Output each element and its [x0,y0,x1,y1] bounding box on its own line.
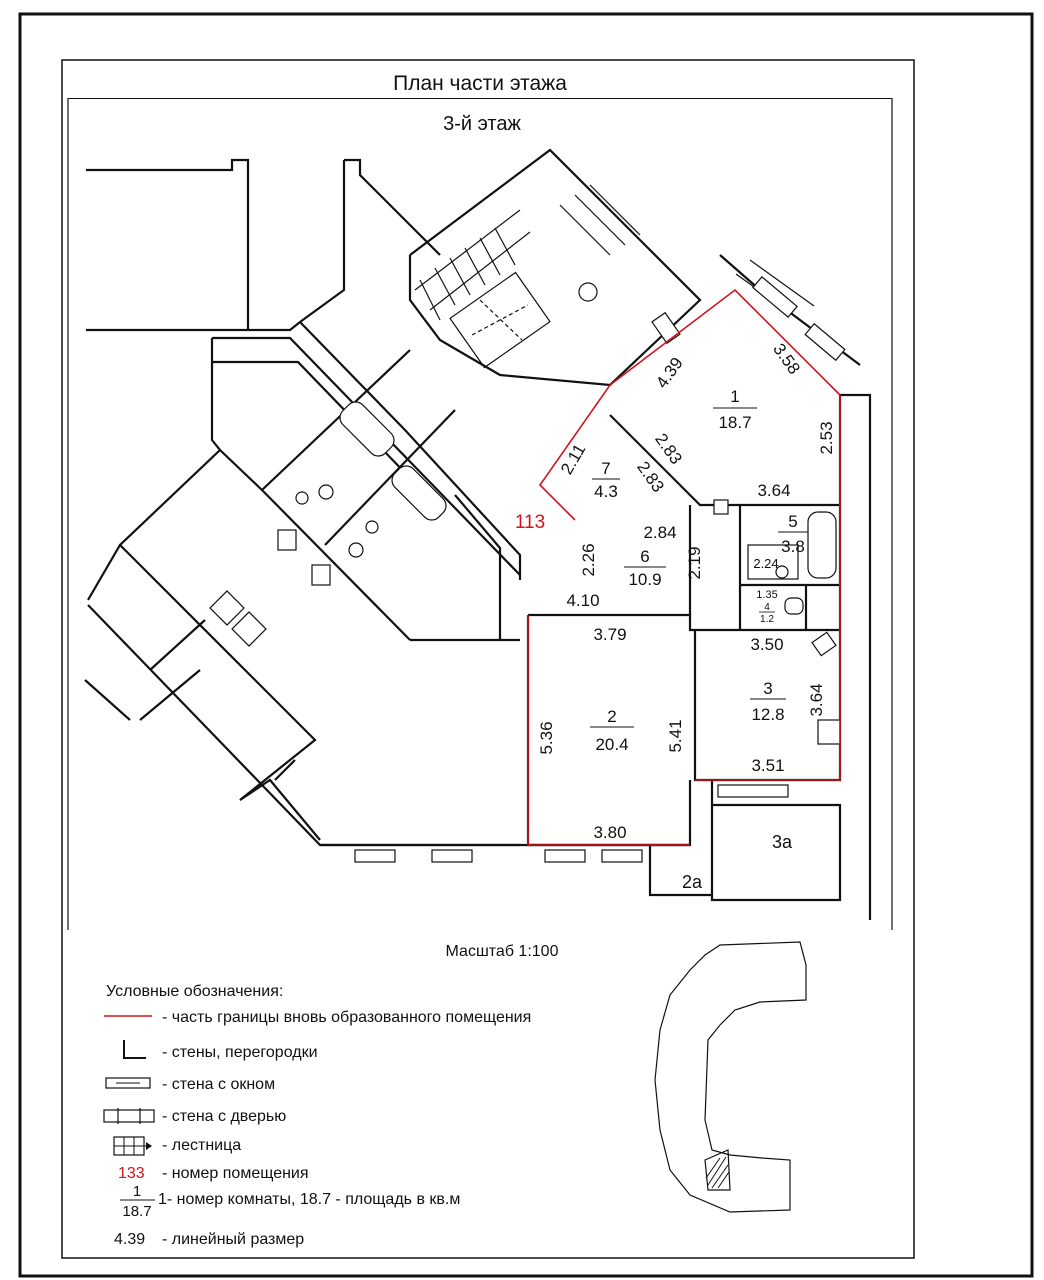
room-2-label [590,707,634,754]
key-plan [655,942,806,1212]
legend-text: - номер помещения [162,1165,309,1182]
room-number: 4 [764,602,770,613]
legend-symbol-stairs [114,1137,152,1155]
room-area: 12.8 [751,705,785,724]
dim: 5.36 [537,721,556,755]
legend-text: - часть границы вновь образованного помещения [162,1009,532,1026]
room-area: 1.2 [760,614,774,625]
dim: 3.79 [593,625,627,644]
legend-sample-dimension: 4.39 [114,1231,146,1248]
legend-text: - линейный размер [162,1231,305,1248]
dim: 2.26 [579,543,598,577]
room-area: 18.7 [718,413,752,432]
legend-text: 1- номер комнаты, 18.7 - площадь в кв.м [158,1191,461,1208]
legend-text: - стена с окном [162,1076,276,1093]
dim: 4.39 [652,353,687,392]
legend-sample-fraction [120,1183,155,1220]
dim: 2.83 [651,429,686,468]
floor-label: 3-й этаж [443,113,521,135]
room-number: 1 [730,387,740,406]
legend-text: - стена с дверью [162,1108,287,1125]
room-number: 6 [640,547,650,566]
room-4-label [759,602,775,625]
dimension-labels [537,340,836,842]
svg-text:18.7: 18.7 [122,1203,152,1220]
dim: 3.64 [757,481,791,500]
legend-text: - стены, перегородки [162,1044,318,1061]
dim: 2.11 [557,440,590,478]
svg-text:1: 1 [132,1183,142,1200]
room-area: 20.4 [595,735,629,754]
room-7-label [592,459,620,501]
room-area: 4.3 [594,482,618,501]
dim: 4.10 [566,591,600,610]
dim: 3.64 [807,683,826,717]
room-area: 3.8 [781,537,805,556]
legend-heading: Условные обозначения: [106,983,284,1000]
apartment-number: 113 [514,512,546,533]
room-6-label [624,547,666,589]
room-area: 10.9 [628,570,662,589]
dim: 2.19 [685,546,704,580]
room-1-label [713,387,757,432]
dim: 3.80 [593,823,627,842]
room-number: 7 [601,459,611,478]
dim: 2.83 [633,457,668,496]
dim: 5.41 [666,719,685,753]
left-wing-fixtures [210,398,450,646]
room-number: 5 [788,512,798,531]
legend [104,983,531,1248]
scale-label: Масштаб 1:100 [445,943,559,960]
loggia-3a-label: 3а [771,832,793,852]
legend-text: - лестница [162,1137,242,1154]
room-number: 3 [763,679,773,698]
dim: 1.35 [756,589,778,601]
dim: 3.51 [751,756,785,775]
room-number: 2 [607,707,617,726]
loggia-2a-label: 2а [681,872,703,892]
legend-symbol-window-wall [106,1078,150,1088]
dim: 2.53 [817,421,836,455]
room-5-label [778,512,808,556]
dim: 2.84 [643,523,677,542]
dim: 2.24 [753,556,779,571]
dim: 3.50 [750,635,784,654]
legend-symbol-wall [124,1040,146,1058]
title-frame [68,98,892,99]
dim: 3.58 [769,339,804,378]
legend-symbol-door-wall [104,1108,154,1124]
plan-title: План части этажа [393,72,567,95]
legend-sample-room-number: 133 [118,1165,145,1182]
room-3-label [750,679,786,724]
